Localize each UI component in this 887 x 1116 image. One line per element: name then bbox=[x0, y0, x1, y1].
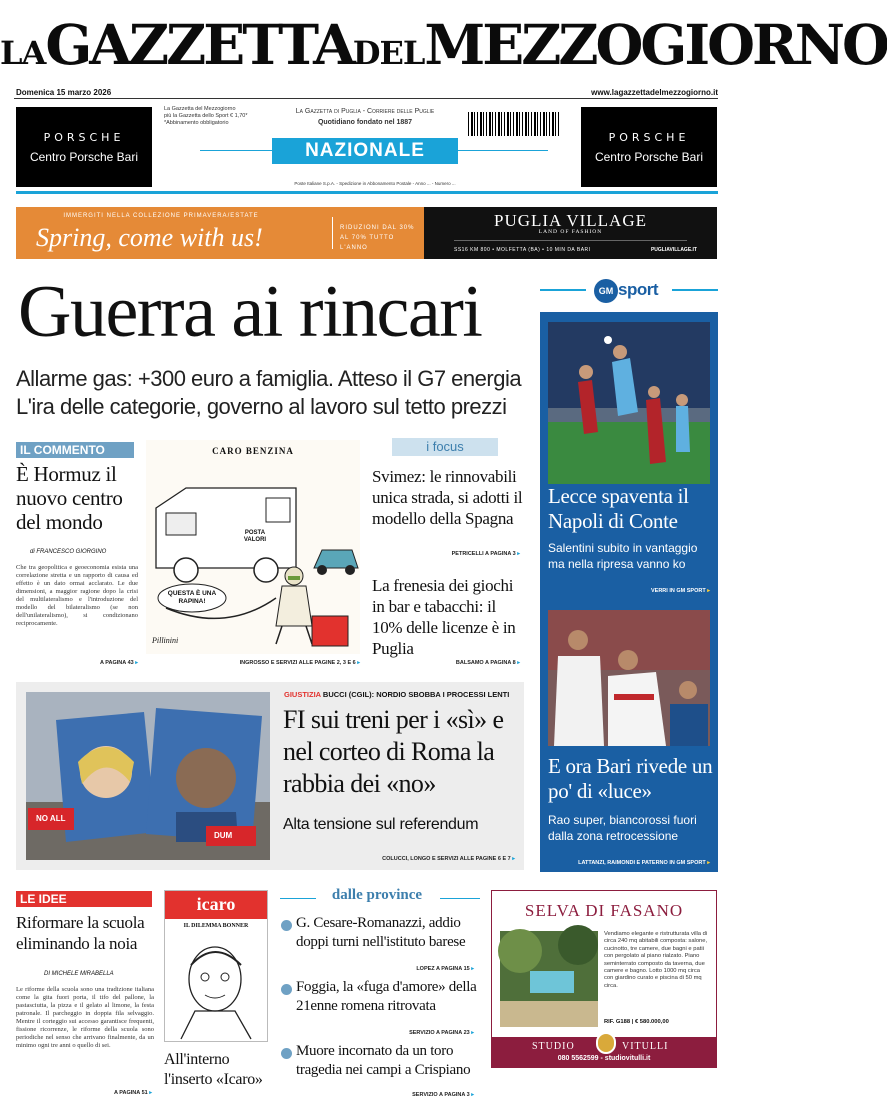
commento-author bbox=[30, 549, 106, 555]
focus-item1-ref[interactable]: PETRICELLI A PAGINA 3 ▸ bbox=[372, 551, 520, 557]
province-item-1-ref[interactable]: LOPEZ A PAGINA 15 ▸ bbox=[296, 966, 474, 972]
bullet-icon bbox=[281, 920, 292, 931]
porsche-ad-right[interactable] bbox=[581, 107, 717, 187]
ad-small-top: IMMERGITI NELLA COLLEZIONE PRIMAVERA/ESTATE bbox=[63, 213, 259, 219]
referendum-photo-art bbox=[26, 692, 270, 860]
barcode bbox=[468, 112, 560, 136]
ad-brand: PUGLIA VILLAGE bbox=[494, 211, 647, 230]
masthead-gazzetta: GAZZETTA bbox=[45, 12, 353, 77]
edition-rule-right bbox=[458, 150, 548, 151]
cartoon-ref[interactable]: INGROSSO E SERVIZI ALLE PAGINE 2, 3 E 6 ▸ bbox=[146, 660, 360, 666]
author-byline: di FRANCESCO GIORGINO bbox=[30, 549, 107, 555]
cartoon-van-text: POSTA VALORI bbox=[243, 530, 267, 543]
sport-logo-circle: GM bbox=[594, 279, 618, 303]
province-item-2-ref[interactable]: SERVIZIO A PAGINA 23 ▸ bbox=[296, 1030, 474, 1036]
selva-text-wrap bbox=[604, 931, 710, 1019]
ad-divider bbox=[332, 217, 333, 249]
province-rule-left bbox=[280, 898, 316, 899]
website-link[interactable]: www.lagazzettadelmezzogiorno.it bbox=[591, 88, 718, 97]
ad-brand-sub: LAND OF FASHION bbox=[538, 229, 603, 235]
price-note bbox=[164, 106, 254, 127]
focus-label: i focus bbox=[392, 438, 498, 456]
photo-sign-text: NO ALL bbox=[36, 814, 66, 823]
idee-label: LE IDEE bbox=[16, 891, 152, 907]
icaro-drawing bbox=[171, 935, 261, 1039]
price-note-line: più la Gazzetta dello Sport € 1,70* bbox=[164, 113, 248, 119]
referendum-kicker bbox=[284, 690, 509, 699]
selva-contact[interactable]: 080 5562599 - studiovitulli.it bbox=[557, 1055, 651, 1062]
referendum-subtitle: Alta tensione sul referendum bbox=[283, 816, 479, 833]
sport-story2-sub: Rao super, biancorossi fuori dalla zona retrocessione bbox=[548, 813, 697, 843]
referendum-title[interactable]: FI sui treni per i «sì» e nel corteo di Roma la rabbia dei «no» bbox=[283, 705, 504, 798]
masthead-subtitle: La Gazzetta di Puglia - Corriere delle Puglie bbox=[295, 108, 435, 115]
cartoon-title: CARO BENZINA bbox=[212, 446, 294, 456]
commento-title[interactable]: È Hormuz il nuovo centro del mondo bbox=[16, 462, 123, 534]
province-item-2[interactable]: Foggia, la «fuga d'amore» della 21enne romena ritrovata bbox=[296, 979, 477, 1014]
lead-headline[interactable]: Guerra ai rincari bbox=[18, 271, 482, 353]
football-photo-2 bbox=[548, 610, 710, 746]
photo-sign-text: DUM bbox=[214, 831, 233, 840]
selva-rif: RIF. G188 | € 580.000,00 bbox=[604, 1019, 669, 1025]
masthead-del: DEL bbox=[352, 34, 425, 72]
villa-photo bbox=[500, 931, 598, 1027]
referendum-ref[interactable]: COLUCCI, LONGO E SERVIZI ALLE PAGINE 6 E 7 ▸ bbox=[283, 856, 515, 862]
masthead-mezzogiorno: MEZZOGIORNO bbox=[424, 12, 887, 77]
porsche-ad-left[interactable] bbox=[16, 107, 152, 187]
focus-item2-title[interactable]: La frenesia dei giochi in bar e tabacchi: il 10% delle licenze è in Puglia bbox=[372, 576, 516, 658]
focus-item1-title[interactable]: Svimez: le rinnovabili unica strada, si adotti il modello della Spagna bbox=[372, 467, 523, 528]
ad-slogan: Spring, come with us! bbox=[36, 223, 263, 252]
bullet-icon bbox=[281, 984, 292, 995]
kicker-section: GIUSTIZIA bbox=[284, 690, 321, 699]
newspaper-masthead[interactable] bbox=[0, 10, 887, 80]
province-item-3-ref[interactable]: SERVIZIO A PAGINA 3 ▸ bbox=[296, 1092, 474, 1098]
top-blue-rule bbox=[16, 191, 718, 194]
selva-text: Vendiamo elegante e ristrutturata villa di circa 240 mq abitabili composta: salone, cucinotto, tre camere, due bagni e patii con pergolato al piano rialzato. Piano seminterrato composto da taverna, due camere e bagno. Lotto 1000 mq circa con giardino curato e piscina di 50 mq circa. bbox=[604, 931, 708, 989]
masthead-la: LA bbox=[0, 34, 46, 72]
commento-ref[interactable]: A PAGINA 43 ▸ bbox=[16, 660, 138, 666]
edition-rule-left bbox=[200, 150, 272, 151]
idee-body-wrap bbox=[16, 986, 154, 1080]
cartoon-drawing bbox=[146, 458, 360, 648]
ad-discount-line: AL 70% TUTTO L'ANNO bbox=[340, 235, 395, 251]
kicker-text: BUCCI (CGIL): NORDIO SBOBBA I PROCESSI LENTI bbox=[322, 690, 510, 699]
bullet-icon bbox=[281, 1048, 292, 1059]
selva-photo bbox=[500, 931, 598, 1027]
idee-author: DI MICHELE MIRABELLA bbox=[44, 971, 114, 977]
ad-website[interactable]: PUGLIAVILLAGE.IT bbox=[650, 247, 697, 253]
idee-ref[interactable]: A PAGINA 51 ▸ bbox=[16, 1090, 152, 1096]
sport-photo-1 bbox=[548, 322, 710, 484]
selva-di-fasano-ad[interactable] bbox=[491, 890, 717, 1068]
sport-logo-text: sport bbox=[618, 280, 658, 299]
porsche-brand: PORSCHE bbox=[43, 131, 125, 144]
province-item-3[interactable]: Muore incornato da un toro tragedia nei campi a Crispiano bbox=[296, 1043, 471, 1078]
sport-logo[interactable] bbox=[586, 276, 672, 304]
lead-subhead-2: L'ira delle categorie, governo al lavoro sul tetto prezzi bbox=[16, 394, 507, 419]
legal-line: Poste Italiane S.p.A. - Spedizione in Abbonamento Postale - Anno ... - Numero ... bbox=[294, 181, 456, 186]
sport-story1-ref[interactable]: VERRI IN GM SPORT ▸ bbox=[548, 588, 710, 594]
price-note-line: La Gazzetta del Mezzogiorno bbox=[164, 106, 236, 112]
selva-agency-2: VITULLI bbox=[622, 1041, 669, 1052]
sport-story1-title[interactable]: Lecce spaventa il Napoli di Conte bbox=[548, 484, 689, 533]
icaro-insert[interactable] bbox=[164, 890, 268, 1042]
referendum-photo bbox=[26, 692, 270, 860]
cartoon-caro-benzina bbox=[146, 440, 360, 654]
focus-item2-ref[interactable]: BALSAMO A PAGINA 8 ▸ bbox=[372, 660, 520, 666]
founded-line: Quotidiano fondato nel 1887 bbox=[317, 119, 413, 126]
porsche-sub: Centro Porsche Bari bbox=[29, 150, 139, 164]
selva-title: SELVA DI FASANO bbox=[524, 901, 684, 920]
lead-subhead-1: Allarme gas: +300 euro a famiglia. Atteso il G7 energia bbox=[16, 366, 522, 391]
ad-address: SS16 KM 800 • MOLFETTA (BA) • 10 MIN DA BARI bbox=[454, 247, 591, 253]
cartoon-speech: QUESTA È UNA RAPINA! bbox=[167, 590, 217, 605]
price-note-line: *Abbinamento obbligatorio bbox=[164, 120, 229, 126]
ad-discount bbox=[340, 223, 420, 253]
idee-body: Le riforme della scuola sono una tradizione italiana come la gita fuori porta, il tifo del pallone, la pastasciutta, la pizza e il gelato al limone, la festa patronale. Il parcheggio in doppia fila selvaggio. Mentre il corteggio sui accesso garantisce frequenti, fissione ricorrenze, le riforme della scuola sono periodiche nel senso che arrivano finalmente, da un minimo ogni tre anni o quello di sei. bbox=[16, 986, 154, 1049]
masthead-rule bbox=[14, 98, 718, 99]
commento-label: IL COMMENTO bbox=[16, 442, 134, 458]
edition-badge: NAZIONALE bbox=[272, 138, 458, 164]
selva-agency-1: STUDIO bbox=[532, 1041, 575, 1052]
icaro-strip-title: IL DILEMMA BONNER bbox=[183, 923, 249, 929]
commento-body: Che tra geopolitica e geoeconomia esista una correlazione stretta e un rapporto di causa ed effetto è un dato ormai acclarato. Le due dimensioni, a maggior ragione dopo la crisi del multilateralismo e l'introduzione del modello del bilateralismo (se non dell'unilateralismo), si condizionano reciprocamente. bbox=[16, 564, 138, 627]
studio-vitulli-crest-icon bbox=[596, 1032, 616, 1054]
commento-body-wrap bbox=[16, 564, 138, 654]
ad-discount-line: RIDUZIONI DAL 30% bbox=[340, 225, 415, 231]
puglia-village-ad-spring[interactable] bbox=[16, 207, 424, 259]
ad-brand-rule bbox=[454, 240, 687, 241]
sport-story2-ref[interactable]: LATTANZI, RAIMONDI E PATERNO IN GM SPORT ▸ bbox=[548, 860, 710, 866]
puglia-village-ad-brand[interactable] bbox=[424, 207, 717, 259]
porsche-brand: PORSCHE bbox=[608, 131, 690, 144]
issue-date: Domenica 15 marzo 2026 bbox=[16, 88, 112, 97]
province-item-1[interactable]: G. Cesare-Romanazzi, addio doppi turni nell'istituto barese bbox=[296, 915, 466, 950]
idee-title[interactable]: Riformare la scuola eliminando la noia bbox=[16, 913, 145, 953]
sport-photo-2 bbox=[548, 610, 710, 746]
icaro-caption[interactable]: All'interno l'inserto «Icaro» bbox=[164, 1051, 263, 1088]
sport-column bbox=[540, 312, 718, 872]
porsche-sub: Centro Porsche Bari bbox=[594, 150, 704, 164]
sport-story2-title[interactable]: E ora Bari rivede un po' di «luce» bbox=[548, 754, 713, 803]
province-rule-right bbox=[440, 898, 480, 899]
sport-story1-sub: Salentini subito in vantaggio ma nella ripresa vanno ko bbox=[548, 541, 698, 571]
cartoon-signature: Pillinini bbox=[152, 636, 179, 645]
province-label: dalle province bbox=[331, 887, 423, 903]
icaro-logo: icaro bbox=[196, 894, 236, 914]
football-photo-1 bbox=[548, 322, 710, 484]
